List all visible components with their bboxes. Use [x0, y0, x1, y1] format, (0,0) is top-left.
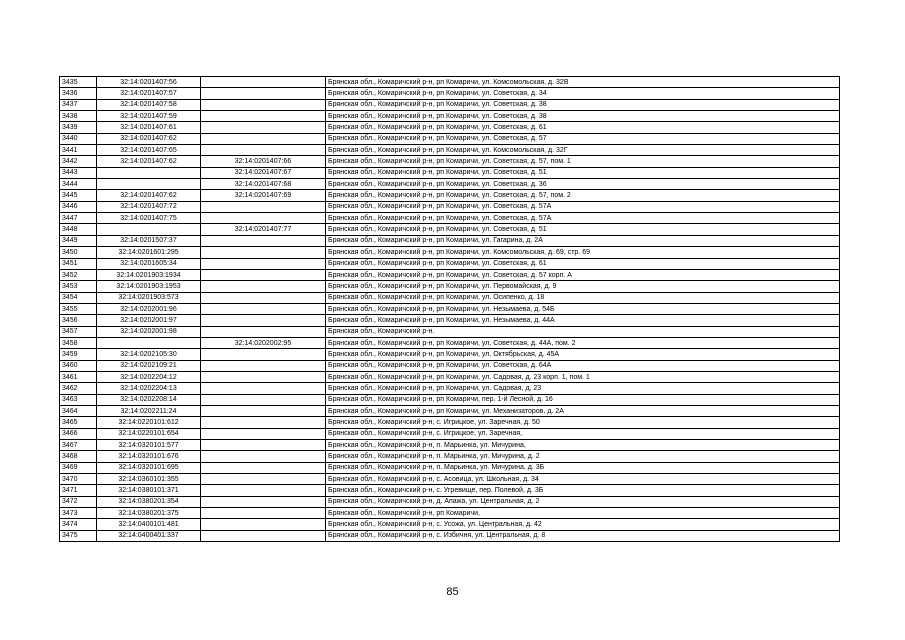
table-row — [60, 247, 840, 258]
row-number-cell: 3459 — [60, 349, 97, 360]
address-cell: Брянская обл., Комаричский р-н, п. Марьинка, ул. Мичурина, д. 2 — [326, 451, 840, 462]
address-cell: Брянская обл., Комаричский р-н, п. Марьинка, ул. Мичурина, — [326, 440, 840, 451]
related-cadastral-number-cell — [201, 428, 326, 439]
table-row — [60, 213, 840, 224]
related-cadastral-number-cell: 32:14:0201407:68 — [201, 179, 326, 190]
related-cadastral-number-cell — [201, 303, 326, 314]
row-number-cell: 3436 — [60, 88, 97, 99]
related-cadastral-number-cell — [201, 258, 326, 269]
table-row — [60, 201, 840, 212]
address-cell: Брянская обл., Комаричский р-н, рп Комаричи, ул. Комсомольская, д. 69, стр. 69 — [326, 247, 840, 258]
cadastral-number-cell — [97, 179, 201, 190]
address-cell: Брянская обл., Комаричский р-н, рп Комаричи, ул. Незымаева, д. 44А — [326, 315, 840, 326]
row-number-cell: 3442 — [60, 156, 97, 167]
related-cadastral-number-cell — [201, 451, 326, 462]
row-number-cell: 3466 — [60, 428, 97, 439]
row-number-cell: 3473 — [60, 508, 97, 519]
table-row — [60, 485, 840, 496]
table-row — [60, 462, 840, 473]
related-cadastral-number-cell: 32:14:0201407:77 — [201, 224, 326, 235]
cadastral-number-cell — [97, 167, 201, 178]
address-cell: Брянская обл., Комаричский р-н, рп Комаричи, ул. Гагарина, д. 2А — [326, 235, 840, 246]
related-cadastral-number-cell — [201, 122, 326, 133]
address-cell: Брянская обл., Комаричский р-н, рп Комаричи, ул. Советская, д. 57 корп. А — [326, 269, 840, 280]
table-row — [60, 167, 840, 178]
related-cadastral-number-cell — [201, 201, 326, 212]
table-row — [60, 405, 840, 416]
address-cell: Брянская обл., Комаричский р-н, п. Марьинка, ул. Мичурина, д. 3Б — [326, 462, 840, 473]
related-cadastral-number-cell — [201, 485, 326, 496]
cadastral-number-cell: 32:14:0201407:62 — [97, 190, 201, 201]
address-cell: Брянская обл., Комаричский р-н, рп Комаричи, ул. Советская, д. 57, пом. 1 — [326, 156, 840, 167]
related-cadastral-number-cell — [201, 474, 326, 485]
row-number-cell: 3453 — [60, 281, 97, 292]
related-cadastral-number-cell — [201, 496, 326, 507]
address-cell: Брянская обл., Комаричский р-н, рп Комаричи, ул. Осипенко, д. 18 — [326, 292, 840, 303]
related-cadastral-number-cell — [201, 360, 326, 371]
related-cadastral-number-cell — [201, 111, 326, 122]
related-cadastral-number-cell: 32:14:0201407:67 — [201, 167, 326, 178]
row-number-cell: 3475 — [60, 530, 97, 541]
row-number-cell: 3458 — [60, 337, 97, 348]
table-row — [60, 349, 840, 360]
related-cadastral-number-cell — [201, 145, 326, 156]
cadastral-number-cell: 32:14:0202211:24 — [97, 405, 201, 416]
row-number-cell: 3474 — [60, 519, 97, 530]
table-row — [60, 360, 840, 371]
address-cell: Брянская обл., Комаричский р-н, с. Игрицкое, ул. Заречная, д. 50 — [326, 417, 840, 428]
cadastral-number-cell: 32:14:0201407:62 — [97, 133, 201, 144]
address-cell: Брянская обл., Комаричский р-н, рп Комаричи, ул. Советская, д. 64А — [326, 360, 840, 371]
row-number-cell: 3450 — [60, 247, 97, 258]
row-number-cell: 3447 — [60, 213, 97, 224]
table-row — [60, 519, 840, 530]
row-number-cell: 3454 — [60, 292, 97, 303]
address-cell: Брянская обл., Комаричский р-н, с. Асовица, ул. Школьная, д. 34 — [326, 474, 840, 485]
address-cell: Брянская обл., Комаричский р-н, рп Комаричи, ул. Комсомольская, д. 32Г — [326, 145, 840, 156]
address-cell: Брянская обл., Комаричский р-н, рп Комаричи, пер. 1-й Лесной, д. 16 — [326, 394, 840, 405]
table-row — [60, 179, 840, 190]
related-cadastral-number-cell: 32:14:0202002:95 — [201, 337, 326, 348]
related-cadastral-number-cell — [201, 462, 326, 473]
related-cadastral-number-cell — [201, 383, 326, 394]
related-cadastral-number-cell — [201, 77, 326, 88]
row-number-cell: 3439 — [60, 122, 97, 133]
cadastral-number-cell: 32:14:0201407:75 — [97, 213, 201, 224]
row-number-cell: 3469 — [60, 462, 97, 473]
cadastral-number-cell: 32:14:0202001:96 — [97, 303, 201, 314]
table-row — [60, 303, 840, 314]
table-row — [60, 269, 840, 280]
address-cell: Брянская обл., Комаричский р-н, рп Комаричи, ул. Садовая, д. 23 корп. 1, пом. 1 — [326, 371, 840, 382]
row-number-cell: 3463 — [60, 394, 97, 405]
registry-table-body — [60, 77, 840, 542]
cadastral-number-cell: 32:14:0220101:654 — [97, 428, 201, 439]
row-number-cell: 3471 — [60, 485, 97, 496]
address-cell: Брянская обл., Комаричский р-н, рп Комаричи, ул. Советская, д. 51 — [326, 224, 840, 235]
cadastral-number-cell: 32:14:0400401:337 — [97, 530, 201, 541]
row-number-cell: 3468 — [60, 451, 97, 462]
address-cell: Брянская обл., Комаричский р-н, рп Комаричи, ул. Советская, д. 38 — [326, 99, 840, 110]
table-row — [60, 337, 840, 348]
cadastral-number-cell: 32:14:0201903:1934 — [97, 269, 201, 280]
cadastral-number-cell: 32:14:0201903:573 — [97, 292, 201, 303]
cadastral-number-cell: 32:14:0201407:56 — [97, 77, 201, 88]
cadastral-number-cell: 32:14:0320101:577 — [97, 440, 201, 451]
row-number-cell: 3465 — [60, 417, 97, 428]
cadastral-number-cell: 32:14:0380201:375 — [97, 508, 201, 519]
related-cadastral-number-cell — [201, 99, 326, 110]
table-row — [60, 99, 840, 110]
row-number-cell: 3461 — [60, 371, 97, 382]
table-row — [60, 156, 840, 167]
row-number-cell: 3449 — [60, 235, 97, 246]
address-cell: Брянская обл., Комаричский р-н, с. Игрицкое, ул. Заречная, — [326, 428, 840, 439]
address-cell: Брянская обл., Комаричский р-н, рп Комаричи, ул. Советская, д. 34 — [326, 88, 840, 99]
related-cadastral-number-cell — [201, 508, 326, 519]
property-registry-table — [59, 76, 840, 542]
cadastral-number-cell: 32:14:0201605:34 — [97, 258, 201, 269]
address-cell: Брянская обл., Комаричский р-н, с. Избичня, ул. Центральная, д. 8 — [326, 530, 840, 541]
address-cell: Брянская обл., Комаричский р-н, рп Комаричи, ул. Советская, д. 51 — [326, 167, 840, 178]
table-row — [60, 122, 840, 133]
row-number-cell: 3455 — [60, 303, 97, 314]
row-number-cell: 3460 — [60, 360, 97, 371]
row-number-cell: 3438 — [60, 111, 97, 122]
cadastral-number-cell: 32:14:0201407:72 — [97, 201, 201, 212]
address-cell: Брянская обл., Комаричский р-н, рп Комаричи, ул. Садовая, д. 23 — [326, 383, 840, 394]
related-cadastral-number-cell — [201, 213, 326, 224]
cadastral-number-cell: 32:14:0201903:1953 — [97, 281, 201, 292]
related-cadastral-number-cell — [201, 405, 326, 416]
row-number-cell: 3444 — [60, 179, 97, 190]
table-row — [60, 315, 840, 326]
address-cell: Брянская обл., Комаричский р-н, рп Комаричи, ул. Советская, д. 57 — [326, 133, 840, 144]
table-row — [60, 133, 840, 144]
cadastral-number-cell — [97, 337, 201, 348]
address-cell: Брянская обл., Комаричский р-н, рп Комаричи, — [326, 508, 840, 519]
related-cadastral-number-cell — [201, 394, 326, 405]
cadastral-number-cell: 32:14:0202204:13 — [97, 383, 201, 394]
related-cadastral-number-cell — [201, 440, 326, 451]
table-row — [60, 508, 840, 519]
cadastral-number-cell: 32:14:0201407:65 — [97, 145, 201, 156]
cadastral-number-cell: 32:14:0380101:371 — [97, 485, 201, 496]
table-row — [60, 394, 840, 405]
related-cadastral-number-cell: 32:14:0201407:69 — [201, 190, 326, 201]
cadastral-number-cell: 32:14:0380201:354 — [97, 496, 201, 507]
row-number-cell: 3452 — [60, 269, 97, 280]
address-cell: Брянская обл., Комаричский р-н, рп Комаричи, ул. Первомайская, д. 9 — [326, 281, 840, 292]
table-row — [60, 224, 840, 235]
table-row — [60, 371, 840, 382]
cadastral-number-cell: 32:14:0201507:37 — [97, 235, 201, 246]
row-number-cell: 3435 — [60, 77, 97, 88]
address-cell: Брянская обл., Комаричский р-н, рп Комаричи, ул. Советская, д. 38 — [326, 111, 840, 122]
row-number-cell: 3448 — [60, 224, 97, 235]
table-row — [60, 451, 840, 462]
row-number-cell: 3446 — [60, 201, 97, 212]
table-row — [60, 190, 840, 201]
row-number-cell: 3451 — [60, 258, 97, 269]
row-number-cell: 3464 — [60, 405, 97, 416]
related-cadastral-number-cell — [201, 235, 326, 246]
cadastral-number-cell: 32:14:0201407:62 — [97, 156, 201, 167]
address-cell: Брянская обл., Комаричский р-н, д. Апажа, ул. Центральная, д. 2 — [326, 496, 840, 507]
table-row — [60, 428, 840, 439]
related-cadastral-number-cell — [201, 269, 326, 280]
cadastral-number-cell: 32:14:0202204:12 — [97, 371, 201, 382]
related-cadastral-number-cell — [201, 326, 326, 337]
related-cadastral-number-cell — [201, 519, 326, 530]
address-cell: Брянская обл., Комаричский р-н, рп Комаричи, ул. Советская, д. 57, пом. 2 — [326, 190, 840, 201]
cadastral-number-cell: 32:14:0201407:57 — [97, 88, 201, 99]
cadastral-number-cell: 32:14:0201407:58 — [97, 99, 201, 110]
table-row — [60, 530, 840, 541]
table-row — [60, 111, 840, 122]
cadastral-number-cell: 32:14:0360101:355 — [97, 474, 201, 485]
address-cell: Брянская обл., Комаричский р-н, рп Комаричи, ул. Советская, д. 61 — [326, 122, 840, 133]
row-number-cell: 3445 — [60, 190, 97, 201]
address-cell: Брянская обл., Комаричский р-н, рп Комаричи, ул. Незымаева, д. 54Б — [326, 303, 840, 314]
cadastral-number-cell: 32:14:0201407:59 — [97, 111, 201, 122]
cadastral-number-cell: 32:14:0202001:98 — [97, 326, 201, 337]
related-cadastral-number-cell — [201, 371, 326, 382]
address-cell: Брянская обл., Комаричский р-н, рп Комаричи, ул. Советская, д. 36 — [326, 179, 840, 190]
table-row — [60, 417, 840, 428]
related-cadastral-number-cell — [201, 281, 326, 292]
cadastral-number-cell: 32:14:0320101:695 — [97, 462, 201, 473]
table-row — [60, 440, 840, 451]
address-cell: Брянская обл., Комаричский р-н, рп Комаричи, ул. Советская, д. 61 — [326, 258, 840, 269]
table-row — [60, 383, 840, 394]
address-cell: Брянская обл., Комаричский р-н, рп Комаричи, ул. Советская, д. 57А — [326, 201, 840, 212]
related-cadastral-number-cell — [201, 315, 326, 326]
related-cadastral-number-cell — [201, 349, 326, 360]
address-cell: Брянская обл., Комаричский р-н, рп Комаричи, ул. Комсомольская, д. 32В — [326, 77, 840, 88]
row-number-cell: 3462 — [60, 383, 97, 394]
table-row — [60, 292, 840, 303]
row-number-cell: 3440 — [60, 133, 97, 144]
address-cell: Брянская обл., Комаричский р-н, рп Комаричи, ул. Октябрьская, д. 45А — [326, 349, 840, 360]
table-row — [60, 258, 840, 269]
cadastral-number-cell: 32:14:0202208:14 — [97, 394, 201, 405]
cadastral-number-cell: 32:14:0202109:21 — [97, 360, 201, 371]
related-cadastral-number-cell — [201, 88, 326, 99]
row-number-cell: 3456 — [60, 315, 97, 326]
row-number-cell: 3457 — [60, 326, 97, 337]
cadastral-number-cell: 32:14:0400101:481 — [97, 519, 201, 530]
table-row — [60, 235, 840, 246]
address-cell: Брянская обл., Комаричский р-н. — [326, 326, 840, 337]
cadastral-number-cell: 32:14:0320101:676 — [97, 451, 201, 462]
table-row — [60, 281, 840, 292]
table-row — [60, 496, 840, 507]
cadastral-number-cell: 32:14:0202105:30 — [97, 349, 201, 360]
related-cadastral-number-cell — [201, 292, 326, 303]
table-row — [60, 145, 840, 156]
related-cadastral-number-cell: 32:14:0201407:66 — [201, 156, 326, 167]
cadastral-number-cell: 32:14:0220101:612 — [97, 417, 201, 428]
address-cell: Брянская обл., Комаричский р-н, рп Комаричи, ул. Советская, д. 57А — [326, 213, 840, 224]
cadastral-number-cell: 32:14:0202001:97 — [97, 315, 201, 326]
row-number-cell: 3437 — [60, 99, 97, 110]
table-row — [60, 474, 840, 485]
related-cadastral-number-cell — [201, 133, 326, 144]
address-cell: Брянская обл., Комаричский р-н, с. Усожа, ул. Центральная, д. 42 — [326, 519, 840, 530]
row-number-cell: 3441 — [60, 145, 97, 156]
page-number: 85 — [446, 586, 459, 598]
row-number-cell: 3443 — [60, 167, 97, 178]
address-cell: Брянская обл., Комаричский р-н, рп Комаричи, ул. Механизаторов, д. 2А — [326, 405, 840, 416]
table-row — [60, 326, 840, 337]
table-row — [60, 88, 840, 99]
related-cadastral-number-cell — [201, 417, 326, 428]
cadastral-number-cell: 32:14:0201407:61 — [97, 122, 201, 133]
row-number-cell: 3467 — [60, 440, 97, 451]
address-cell: Брянская обл., Комаричский р-н, рп Комаричи, ул. Советская, д. 44А, пом. 2 — [326, 337, 840, 348]
row-number-cell: 3472 — [60, 496, 97, 507]
cadastral-number-cell — [97, 224, 201, 235]
related-cadastral-number-cell — [201, 530, 326, 541]
row-number-cell: 3470 — [60, 474, 97, 485]
table-row — [60, 77, 840, 88]
related-cadastral-number-cell — [201, 247, 326, 258]
address-cell: Брянская обл., Комаричский р-н, с. Угревище, пер. Полевой, д. 3Б — [326, 485, 840, 496]
cadastral-number-cell: 32:14:0201601:295 — [97, 247, 201, 258]
